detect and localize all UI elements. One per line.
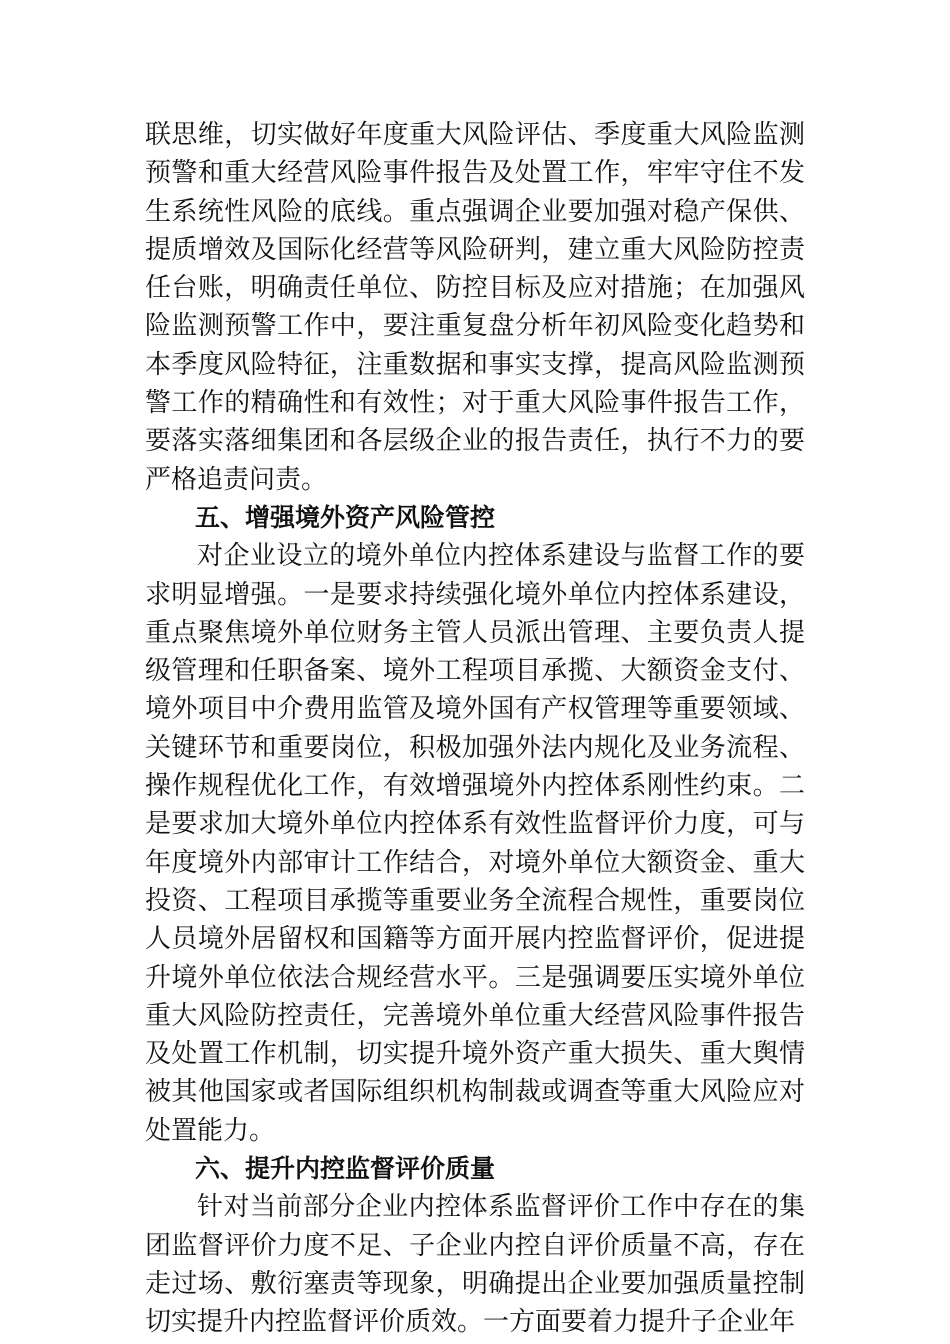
paragraph-overseas-internal-control: 对企业设立的境外单位内控体系建设与监督工作的要求明显增强。一是要求持续强化境外单位内控体系建设，重点聚焦境外单位财务主管人员派出管理、主要负责人提级管理和任职备案、境外工程项目承揽、大额资金支付、境外项目中介费用监管及境外国有产权管理等重要领域、关键环节和重要岗位，积极加强外法内规化及业务流程、操作规程优化工作，有效增强境外内控体系刚性约束。二是要求加大境外单位内控体系有效性监督评价力度，可与年度境外内部审计工作结合，对境外单位大额资金、重大投资、工程项目承揽等重要业务全流程合规性，重要岗位人员境外居留权和国籍等方面开展内控监督评价，促进提升境外单位依法合规经营水平。三是强调要压实境外单位重大风险防控责任，完善境外单位重大经营风险事件报告及处置工作机制，切实提升境外资产重大损失、重大舆情被其他国家或者国际组织机构制裁或调查等重大风险应对处置能力。 [145, 541, 805, 1146]
paragraph-risk-monitoring: 联思维，切实做好年度重大风险评估、季度重大风险监测预警和重大经营风险事件报告及处置工作，牢牢守住不发生系统性风险的底线。重点强调企业要加强对稳产保供、提质增效及国际化经营等风险研判，建立重大风险防控责任台账，明确责任单位、防控目标及应对措施；在加强风险监测预警工作中，要注重复盘分析年初风险变化趋势和本季度风险特征，注重数据和事实支撑，提高风险监测预警工作的精确性和有效性；对于重大风险事件报告工作，要落实落细集团和各层级企业的报告责任，执行不力的要严格追责问责。 [145, 120, 805, 495]
section-heading-overseas-asset-risk: 五、增强境外资产风险管控 [195, 502, 496, 532]
paragraph-evaluation-quality: 针对当前部分企业内控体系监督评价工作中存在的集团监督评价力度不足、子企业内控自评价质量不高，存在走过场、敷衍塞责等现象，明确提出企业要加强质量控制切实提升内控监督评价质效。一方面要着力提升子企业年 [145, 1192, 805, 1338]
section-heading-evaluation-quality: 六、提升内控监督评价质量 [195, 1154, 496, 1184]
document-page [145, 116, 805, 1342]
